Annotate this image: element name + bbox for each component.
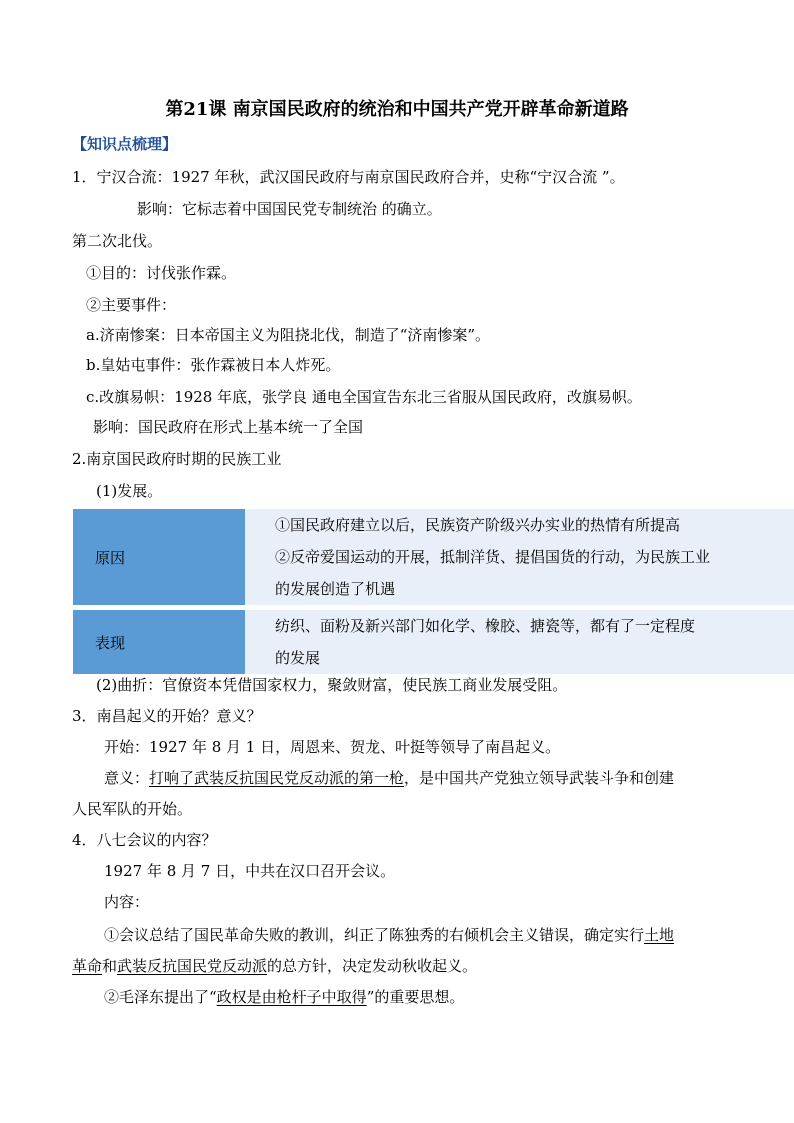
s1-beifa: 第二次北伐。 <box>72 232 163 250</box>
s1-event-a: a.济南惨案：日本帝国主义为阻挠北伐，制造了“济南惨案”。 <box>86 326 491 344</box>
point2-underlined: 政权是由枪杆子中取得 <box>216 988 367 1006</box>
table-row <box>73 509 794 605</box>
point1-text-c: 的总方针，决定发动秋收起义。 <box>267 957 478 975</box>
s4-point1 <box>104 925 674 945</box>
point2-text-b: ”的重要思想。 <box>366 988 465 1006</box>
s3-meaning <box>104 768 674 788</box>
s3-meaning-line2: 人民军队的开始。 <box>72 800 193 818</box>
s1-event-c: c.改旗易帜：1928 年底，张学良 通电全国宣告东北三省服从国民政府，改旗易帜。 <box>86 388 642 406</box>
table-label-cause: 原因 <box>73 509 245 605</box>
point1-underlined-a: 土地 <box>644 926 675 944</box>
s1-purpose: ①目的：讨伐张作霖。 <box>86 264 237 282</box>
s1-impact: 影响：它标志着中国国民党专制统治 的确立。 <box>137 200 442 218</box>
table-cell-performance <box>245 610 794 674</box>
page-title: 第21课 南京国民政府的统治和中国共产党开辟革命新道路 <box>165 99 629 120</box>
point1-text-a: ①会议总结了国民革命失败的教训，纠正了陈独秀的右倾机会主义错误，确定实行 <box>104 926 645 944</box>
s4-date: 1927 年 8 月 7 日，中共在汉口召开会议。 <box>104 862 396 880</box>
s4-content: 内容： <box>104 893 150 911</box>
performance-line-2: 的发展 <box>275 649 321 667</box>
point2-text-a: ②毛泽东提出了“ <box>104 988 217 1006</box>
s2-heading: 2.南京国民政府时期的民族工业 <box>72 450 282 468</box>
table-cell-cause <box>245 509 794 605</box>
table-label-performance: 表现 <box>73 610 245 674</box>
industry-table <box>73 509 794 674</box>
table-row <box>73 610 794 674</box>
point1-text-b: 和 <box>102 957 118 975</box>
s4-heading: 4．八七会议的内容？ <box>72 831 217 849</box>
meaning-rest: ，是中国共产党独立领导武装斗争和创建 <box>404 769 675 787</box>
cause-line-3: 的发展创造了机遇 <box>275 580 396 598</box>
meaning-underlined: 打响了武装反抗国民党反动派的第一枪 <box>149 769 405 787</box>
s1-line1: 1．宁汉合流：1927 年秋，武汉国民政府与南京国民政府合并，史称“宁汉合流 ”。 <box>72 168 625 186</box>
s2-dev: (1)发展。 <box>96 482 163 500</box>
performance-line-1: 纺织、面粉及新兴部门如化学、橡胶、搪瓷等，都有了一定程度 <box>275 617 696 635</box>
point1-underlined-b: 革命 <box>72 957 103 975</box>
section-tag: 【知识点梳理】 <box>72 135 178 153</box>
s1-event-b: b.皇姑屯事件：张作霖被日本人炸死。 <box>86 356 341 374</box>
cause-line-2: ②反帝爱国运动的开展，抵制洋货、提倡国货的行动，为民族工业 <box>275 548 711 566</box>
cause-line-1: ①国民政府建立以后，民族资产阶级兴办实业的热情有所提高 <box>275 516 681 534</box>
s3-start: 开始：1927 年 8 月 1 日，周恩来、贺龙、叶挺等领导了南昌起义。 <box>104 738 561 756</box>
s4-point2 <box>104 987 464 1007</box>
s1-events: ②主要事件： <box>86 296 177 314</box>
s1-impact2: 影响：国民政府在形式上基本统一了全国 <box>93 418 364 436</box>
meaning-prefix: 意义： <box>104 769 150 787</box>
s4-point1-cont <box>72 956 477 976</box>
point1-underlined-c: 武装反抗国民党反动派 <box>117 957 268 975</box>
s2-twist: (2)曲折：官僚资本凭借国家权力，聚敛财富，使民族工商业发展受阻。 <box>96 676 568 694</box>
s3-heading: 3．南昌起义的开始？意义？ <box>72 707 262 725</box>
